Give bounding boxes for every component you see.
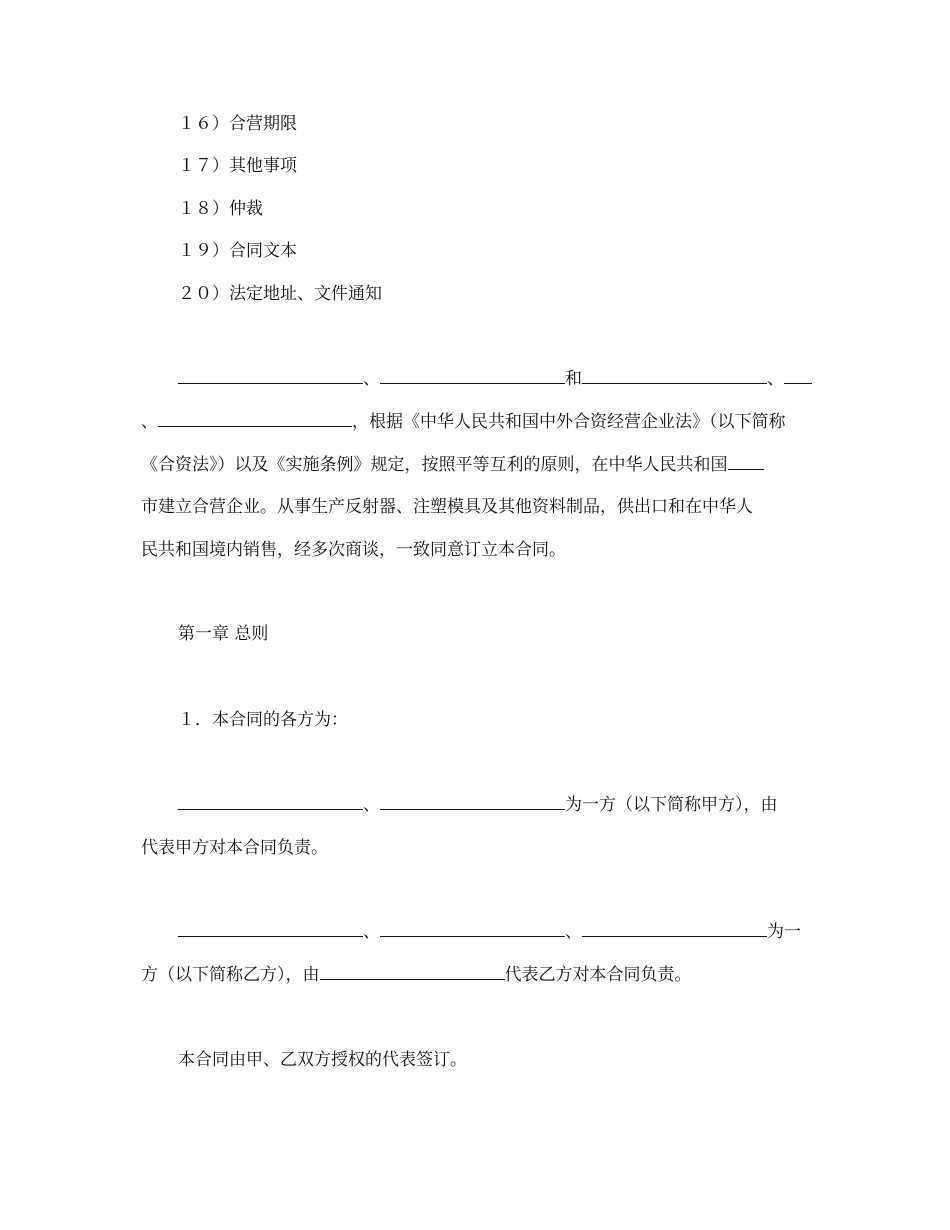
preamble-line-4: 市建立合营企业。从事生产反射器、注塑模具及其他资料制品，供出口和在中华人 <box>141 497 753 517</box>
blank-field[interactable] <box>728 453 764 470</box>
blank-field[interactable] <box>582 367 767 384</box>
list-item-17: １７）其他事项 <box>178 156 297 176</box>
blank-field[interactable] <box>320 963 505 980</box>
party-b-line-1: 、 、 为一 <box>178 920 801 944</box>
blank-field[interactable] <box>380 793 565 810</box>
blank-field[interactable] <box>178 920 363 937</box>
party-a-line-1: 、 为一方（以下简称甲方），由 <box>178 793 778 817</box>
clause-1: １．本合同的各方为： <box>178 710 348 730</box>
list-item-20: ２０）法定地址、文件通知 <box>178 284 382 304</box>
preamble-line-2: 、 ，根据《中华人民共和国中外合资经营企业法》（以下简称 <box>141 412 786 432</box>
blank-field[interactable] <box>158 410 352 427</box>
party-a-line-2: 代表甲方对本合同负责。 <box>141 838 328 858</box>
chapter-title: 第一章 总则 <box>178 624 269 644</box>
blank-field[interactable] <box>582 920 767 937</box>
blank-field[interactable] <box>380 920 565 937</box>
closing-sentence: 本合同由甲、乙双方授权的代表签订。 <box>178 1050 467 1070</box>
blank-field[interactable] <box>178 793 363 810</box>
party-b-line-2: 方（以下简称乙方），由 代表乙方对本合同负责。 <box>141 965 692 985</box>
blank-field[interactable] <box>178 367 363 384</box>
preamble-line-3: 《合资法》）以及《实施条例》规定，按照平等互利的原则，在中华人民共和国 <box>141 453 764 477</box>
preamble-line-1: 、 和 、 <box>178 367 812 391</box>
blank-field[interactable] <box>784 367 812 384</box>
blank-field[interactable] <box>380 367 565 384</box>
list-item-19: １９）合同文本 <box>178 241 297 261</box>
list-item-16: １６）合营期限 <box>178 114 297 134</box>
preamble-line-5: 民共和国境内销售，经多次商谈，一致同意订立本合同。 <box>141 540 566 560</box>
list-item-18: １８）仲裁 <box>178 199 263 219</box>
